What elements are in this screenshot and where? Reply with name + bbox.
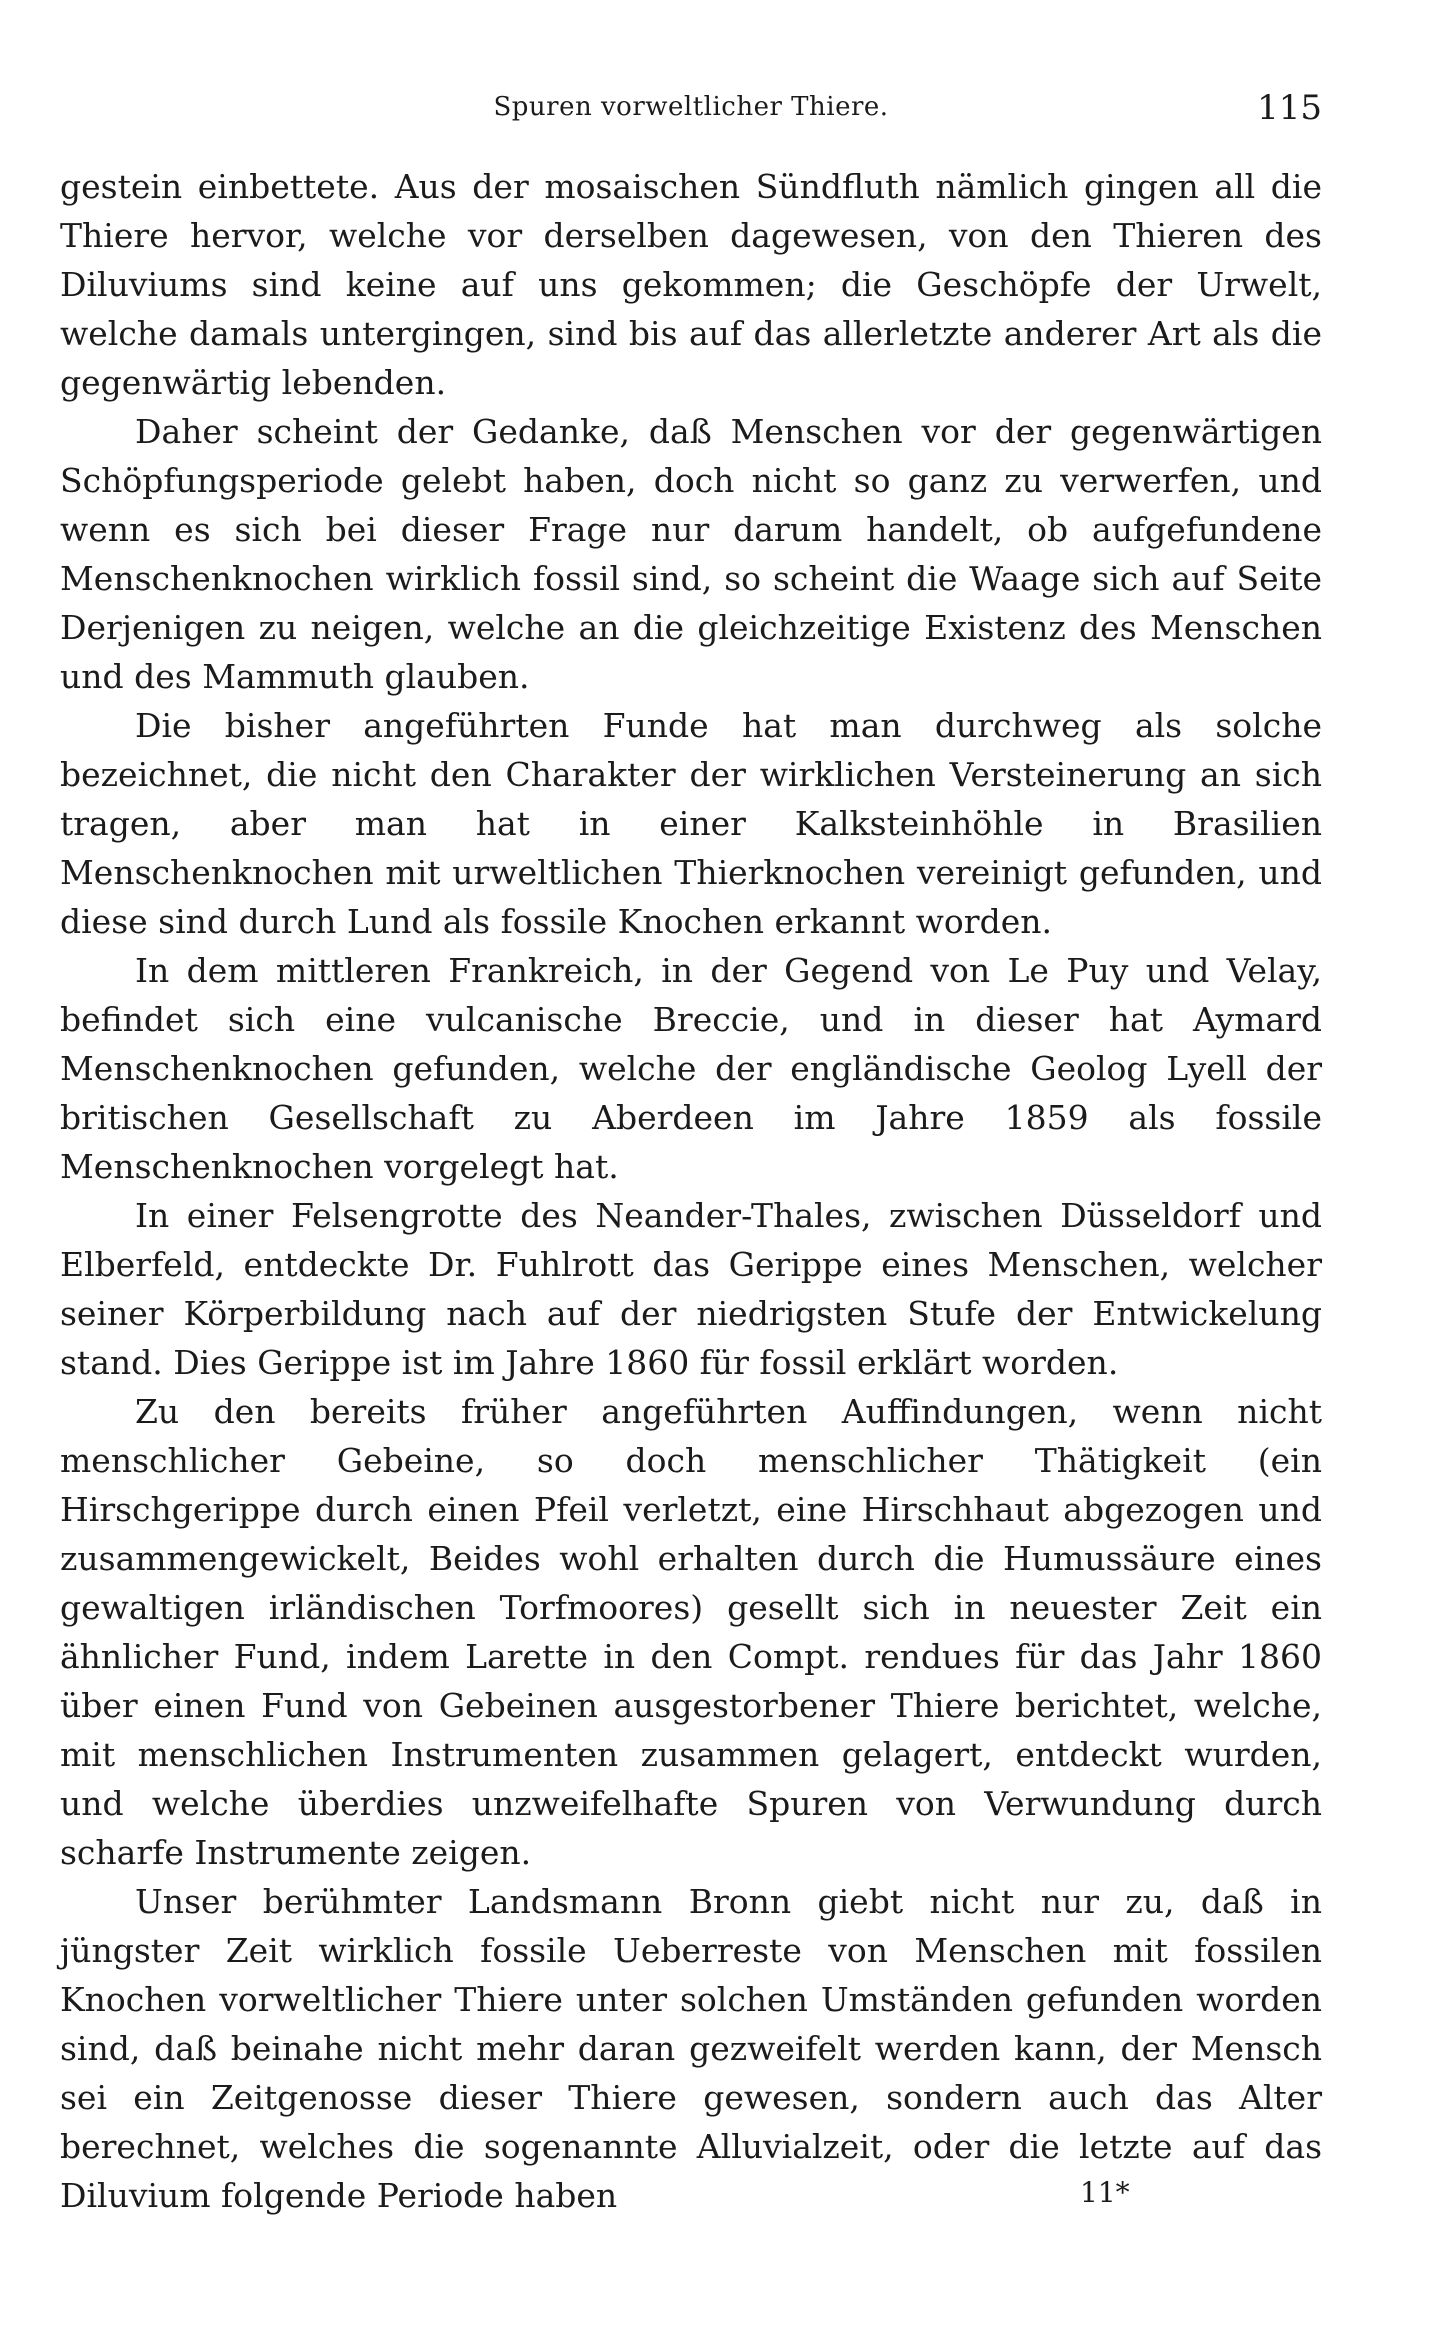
paragraph-3: Die bisher angeführten Funde hat man durchweg als solche bezeichnet, die nicht den Charakter der wirklichen Versteinerung an sich tragen, aber man hat in einer Kalksteinhöhle in Brasilien Menschenknochen mit urweltlichen Thierknochen vereinigt gefunden, und diese sind durch Lund als fossile Knochen erkannt worden. xyxy=(60,706,1322,941)
paragraph-6: Zu den bereits früher angeführten Auffindungen, wenn nicht menschlicher Gebeine, so doch menschlicher Thätigkeit (ein Hirschgerippe durch einen Pfeil verletzt, eine Hirschhaut abgezogen und zusammengewickelt, Beides wohl erhalten durch die Humussäure eines gewaltigen irländischen Torfmoores) gesellt sich in neuester Zeit ein ähnlicher Fund, indem Larette in den Compt. rendues für das Jahr 1860 über einen Fund von Gebeinen ausgestorbener Thiere berichtet, welche, mit menschlichen Instrumenten zusammen gelagert, entdeckt wurden, und welche überdies unzweifelhafte Spuren von Verwundung durch scharfe Instrumente zeigen. xyxy=(60,1392,1322,1872)
paragraph-4: In dem mittleren Frankreich, in der Gegend von Le Puy und Velay, befindet sich eine vulcanische Breccie, und in dieser hat Aymard Menschenknochen gefunden, welche der engländische Geolog Lyell der britischen Gesellschaft zu Aberdeen im Jahre 1859 als fossile Menschenknochen vorgelegt hat. xyxy=(60,951,1322,1186)
paragraph-7: Unser berühmter Landsmann Bronn giebt nicht nur zu, daß in jüngster Zeit wirklich fossile Ueberreste von Menschen mit fossilen Knochen vorweltlicher Thiere unter solchen Umständen gefunden worden sind, daß beinahe nicht mehr daran gezweifelt werden kann, der Mensch sei ein Zeitgenosse dieser Thiere gewesen, sondern auch das Alter berechnet, welches die sogenannte Alluvialzeit, oder die letzte auf das Diluvium folgende Periode haben xyxy=(60,1882,1322,2215)
body-text xyxy=(60,162,1322,2220)
signature-mark: 11* xyxy=(1080,2176,1130,2209)
page-number: 115 xyxy=(1257,88,1322,128)
running-title: Spuren vorweltlicher Thiere. xyxy=(493,92,889,122)
paragraph-5: In einer Felsengrotte des Neander-Thales, zwischen Düsseldorf und Elberfeld, entdeckte Dr. Fuhlrott das Gerippe eines Menschen, welcher seiner Körperbildung nach auf der niedrigsten Stufe der Entwickelung stand. Dies Gerippe ist im Jahre 1860 für fossil erklärt worden. xyxy=(60,1196,1322,1382)
paragraph-2: Daher scheint der Gedanke, daß Menschen vor der gegenwärtigen Schöpfungsperiode gelebt haben, doch nicht so ganz zu verwerfen, und wenn es sich bei dieser Frage nur darum handelt, ob aufgefundene Menschenknochen wirklich fossil sind, so scheint die Waage sich auf Seite Derjenigen zu neigen, welche an die gleichzeitige Existenz des Menschen und des Mammuth glauben. xyxy=(60,412,1322,696)
running-head xyxy=(60,88,1322,138)
paragraph-1: gestein einbettete. Aus der mosaischen Sündfluth nämlich gingen all die Thiere hervor, welche vor derselben dagewesen, von den Thieren des Diluviums sind keine auf uns gekommen; die Geschöpfe der Urwelt, welche damals untergingen, sind bis auf das allerletzte anderer Art als die gegenwärtig lebenden. xyxy=(60,167,1322,402)
